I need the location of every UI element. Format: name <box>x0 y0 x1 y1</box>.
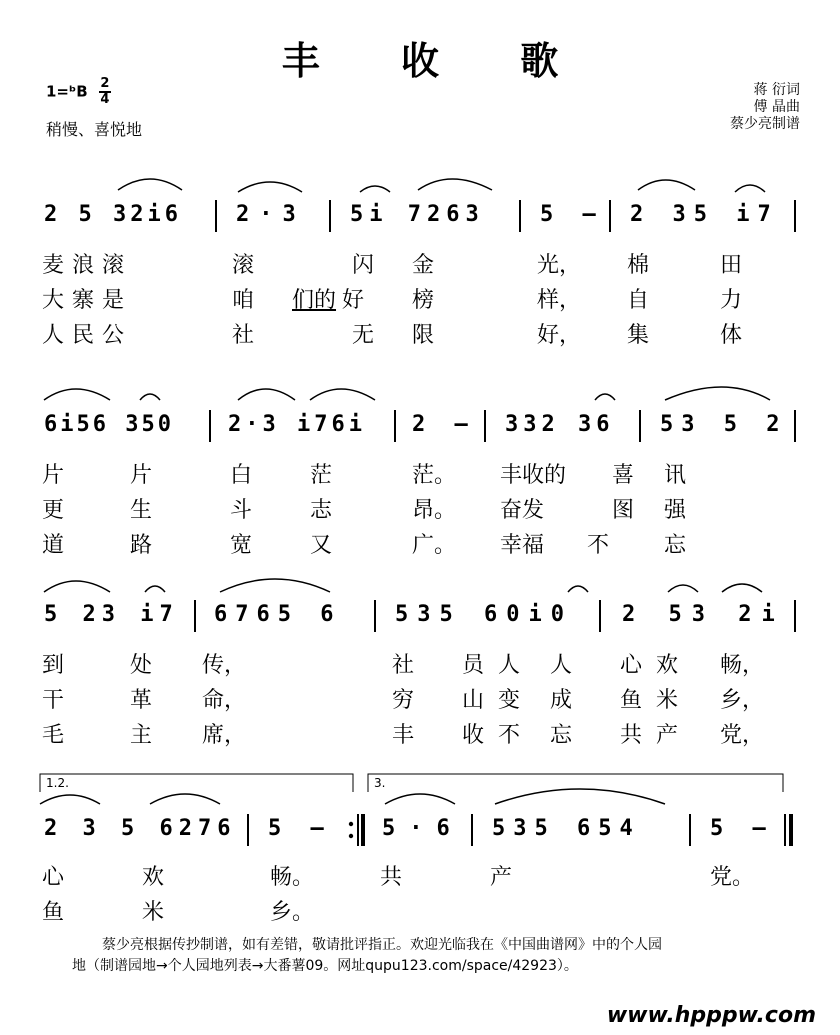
lyric-word: 成 <box>550 688 573 713</box>
lyric-word: 好， <box>537 323 582 348</box>
lyric-word: 体 <box>720 323 743 348</box>
lyric-word: 光， <box>537 253 582 278</box>
lyric-word: 社 <box>392 653 415 678</box>
lyric-word: 集 <box>627 323 650 348</box>
time-signature <box>99 78 111 106</box>
lyric-word: 榜 <box>412 288 435 313</box>
lyric-word: 宽 <box>230 533 253 558</box>
lyric-word: 道 <box>42 533 65 558</box>
site-watermark: www.hpppw.com <box>606 1003 816 1028</box>
lyric-word: 奋发 <box>500 498 545 523</box>
system-1-m3: 5i 7263 <box>350 202 485 227</box>
lyric-word: 们的 <box>292 288 337 313</box>
score-system-4 <box>0 770 840 930</box>
lyric-word: 产 <box>490 865 513 890</box>
system-2-m1: 6i56 350 <box>44 412 174 437</box>
lyric-word: 麦浪滚 <box>42 253 133 278</box>
system-2-m3: 2 — <box>412 412 476 437</box>
lyric-word: 忘 <box>664 533 687 558</box>
system-1-m4: 5 — <box>540 202 604 227</box>
lyric-word: 斗 <box>230 498 253 523</box>
lyric-word: 到 <box>42 653 65 678</box>
system-2-m4: 332 36 <box>505 412 615 437</box>
ending-2-label: 3. <box>374 776 386 790</box>
lyric-word: 丰 <box>392 723 415 748</box>
lyric-word: 闪 <box>352 253 375 278</box>
ending-1-label: 1.2. <box>46 776 69 790</box>
lyric-word: 茫。 <box>412 463 457 488</box>
lyric-word: 鱼 <box>42 900 65 925</box>
lyric-word: 主 <box>130 723 153 748</box>
lyric-word: 金 <box>412 253 435 278</box>
system-1-m5: 2 35 i7 <box>630 202 779 227</box>
lyric-word: 图 <box>612 498 635 523</box>
score-system-2 <box>0 380 840 570</box>
lyric-word: 又 <box>310 533 333 558</box>
lyric-word: 鱼米 <box>620 688 693 713</box>
lyric-word: 传， <box>202 653 247 678</box>
system-4-m2: 5 — <box>268 816 332 841</box>
lyric-word: 幸福 <box>500 533 545 558</box>
lyric-word: 讯 <box>664 463 687 488</box>
lyric-word: 人民公 <box>42 323 133 348</box>
system-3-m3: 535 60i0 <box>395 602 573 627</box>
lyric-word: 更 <box>42 498 65 523</box>
system-2-m2: 2·3 i76i <box>228 412 366 437</box>
lyric-word: 好 <box>342 288 365 313</box>
lyric-word: 力 <box>720 288 743 313</box>
lyric-word: 畅， <box>720 653 765 678</box>
score-system-3 <box>0 570 840 760</box>
lyric-word: 社 <box>232 323 255 348</box>
lyric-word: 大寨是 <box>42 288 133 313</box>
lyric-word: 党。 <box>710 865 755 890</box>
lyric-word: 生 <box>130 498 153 523</box>
key-signature <box>46 78 111 106</box>
lyric-word: 限 <box>412 323 435 348</box>
lyric-word: 茫 <box>310 463 333 488</box>
lyric-word: 喜 <box>612 463 635 488</box>
lyric-word: 忘 <box>550 723 573 748</box>
lyric-word: 共产 <box>620 723 693 748</box>
lyric-word: 收不 <box>462 723 535 748</box>
lyric-word: 咱 <box>232 288 255 313</box>
lyric-word: 自 <box>627 288 650 313</box>
lyric-word: 席， <box>202 723 247 748</box>
system-1-m2: 2·3 <box>236 202 306 227</box>
lyric-word: 乡。 <box>270 900 315 925</box>
lyric-word: 乡， <box>720 688 765 713</box>
system-3-m4: 2 53 2i <box>622 602 785 627</box>
lyric-word: 滚 <box>232 253 255 278</box>
tempo-marking: 稍慢、喜悦地 <box>46 120 143 139</box>
lyric-word: 畅。 <box>270 865 315 890</box>
system-3-m1: 5 23 i7 <box>44 602 179 627</box>
lyric-word: 员人 <box>462 653 535 678</box>
lyric-word: 心欢 <box>620 653 693 678</box>
lyric-word: 棉 <box>627 253 650 278</box>
system-3-m2: 6765 6 <box>214 602 342 627</box>
lyric-word: 路 <box>130 533 153 558</box>
time-top: 2 <box>100 76 110 91</box>
system-4-m5: 5 — <box>710 816 774 841</box>
lyric-word: 命， <box>202 688 247 713</box>
lyric-word: 党， <box>720 723 765 748</box>
footer-note <box>72 935 662 977</box>
lyric-word: 毛 <box>42 723 65 748</box>
lyric-word: 志 <box>310 498 333 523</box>
lyric-word: 广。 <box>412 533 457 558</box>
credits <box>730 82 800 133</box>
system-4-m1: 2 3 5 6276 <box>44 816 237 841</box>
lyric-word: 样， <box>537 288 582 313</box>
key-label: 1=ᵇB <box>46 82 88 101</box>
lyric-word: 人 <box>550 653 573 678</box>
lyric-word: 昂。 <box>412 498 457 523</box>
lyric-word: 田 <box>720 253 743 278</box>
lyric-word: 革 <box>130 688 153 713</box>
lyric-word: 强 <box>664 498 687 523</box>
lyric-word: 片 <box>42 463 65 488</box>
composer-credit: 傅 晶曲 <box>753 99 800 115</box>
lyric-word: 共 <box>380 865 403 890</box>
system-1-m1: 2 5 32i6 <box>44 202 182 227</box>
lyric-word: 不 <box>587 533 610 558</box>
lyric-word: 片 <box>130 463 153 488</box>
system-2-m5: 53 5 2 <box>660 412 788 437</box>
score-system-1 <box>0 170 840 360</box>
lyric-word: 无 <box>352 323 375 348</box>
time-bottom: 4 <box>100 92 110 107</box>
lyric-word: 处 <box>130 653 153 678</box>
lyricist-credit: 蒋 衍词 <box>753 82 800 98</box>
lyric-word: 干 <box>42 688 65 713</box>
engraver-credit: 蔡少亮制谱 <box>730 116 800 132</box>
lyric-word: 丰收的 <box>500 463 567 488</box>
lyric-word: 穷 <box>392 688 415 713</box>
system-4-m4: 535 654 <box>492 816 641 841</box>
system-4-m3: 5·6 <box>382 816 464 841</box>
lyric-word: 山变 <box>462 688 535 713</box>
lyric-word: 白 <box>230 463 253 488</box>
lyric-word: 欢 <box>142 865 165 890</box>
lyric-word: 心 <box>42 865 65 890</box>
footer-line-2: 地（制谱园地→个人园地列表→大番薯09。网址qupu123.com/space/42923）。 <box>72 958 578 974</box>
footer-line-1: 蔡少亮根据传抄制谱，如有差错，敬请批评指正。欢迎光临我在《中国曲谱网》中的个人园 <box>102 937 662 953</box>
lyric-word: 米 <box>142 900 165 925</box>
page-title: 丰 收 歌 <box>281 39 593 83</box>
